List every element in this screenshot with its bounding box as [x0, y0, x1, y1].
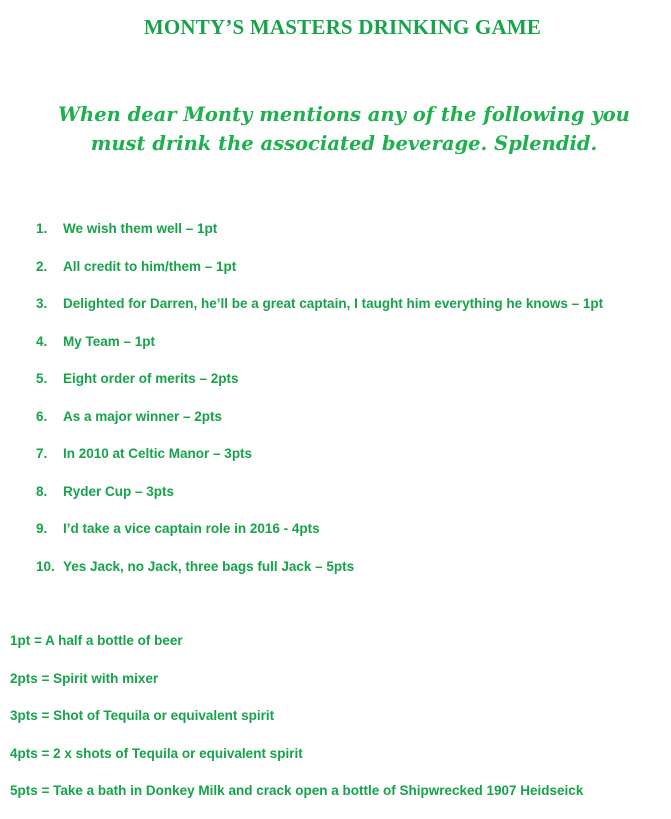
rule-number: 2. [36, 258, 48, 274]
rule-text: We wish them well – 1pt [63, 221, 218, 236]
rule-text: In 2010 at Celtic Manor – 3pts [63, 446, 253, 461]
rule-number: 5. [36, 371, 48, 386]
rule-text: I’d take a vice captain role in 2016 - 4pts [63, 521, 320, 536]
rule-number: 8. [36, 483, 48, 499]
points-key-list [10, 631, 583, 819]
rule-text: As a major winner – 2pts [63, 408, 223, 424]
points-key-item: 1pt = A half a bottle of beer [10, 633, 183, 648]
rule-text: All credit to him/them – 1pt [63, 258, 237, 274]
rule-number: 3. [36, 296, 48, 311]
rule-number: 7. [36, 446, 48, 461]
rule-number: 10. [36, 558, 55, 574]
document-subtitle: When dear Monty mentions any of the following you must drink the associated beverage. Splendid. [58, 103, 630, 155]
rule-text: Yes Jack, no Jack, three bags full Jack – 5pts [63, 558, 355, 574]
rule-number: 9. [36, 521, 48, 536]
document-title: MONTY’S MASTERS DRINKING GAME [143, 15, 542, 39]
rule-number: 6. [36, 408, 48, 424]
rule-text: Ryder Cup – 3pts [63, 483, 175, 499]
points-key-item: 3pts = Shot of Tequila or equivalent spirit [10, 708, 275, 723]
points-key-item: 2pts = Spirit with mixer [10, 670, 159, 686]
rule-text: My Team – 1pt [63, 333, 156, 349]
rule-text: Delighted for Darren, he’ll be a great captain, I taught him everything he knows – 1pt [63, 296, 604, 311]
points-key-item: 5pts = Take a bath in Donkey Milk and crack open a bottle of Shipwrecked 1907 Heidseick [10, 783, 584, 798]
rule-number: 4. [36, 333, 48, 349]
rule-text: Eight order of merits – 2pts [63, 371, 239, 386]
points-key-item: 4pts = 2 x shots of Tequila or equivalent spirit [10, 745, 303, 761]
rule-number: 1. [36, 221, 48, 236]
